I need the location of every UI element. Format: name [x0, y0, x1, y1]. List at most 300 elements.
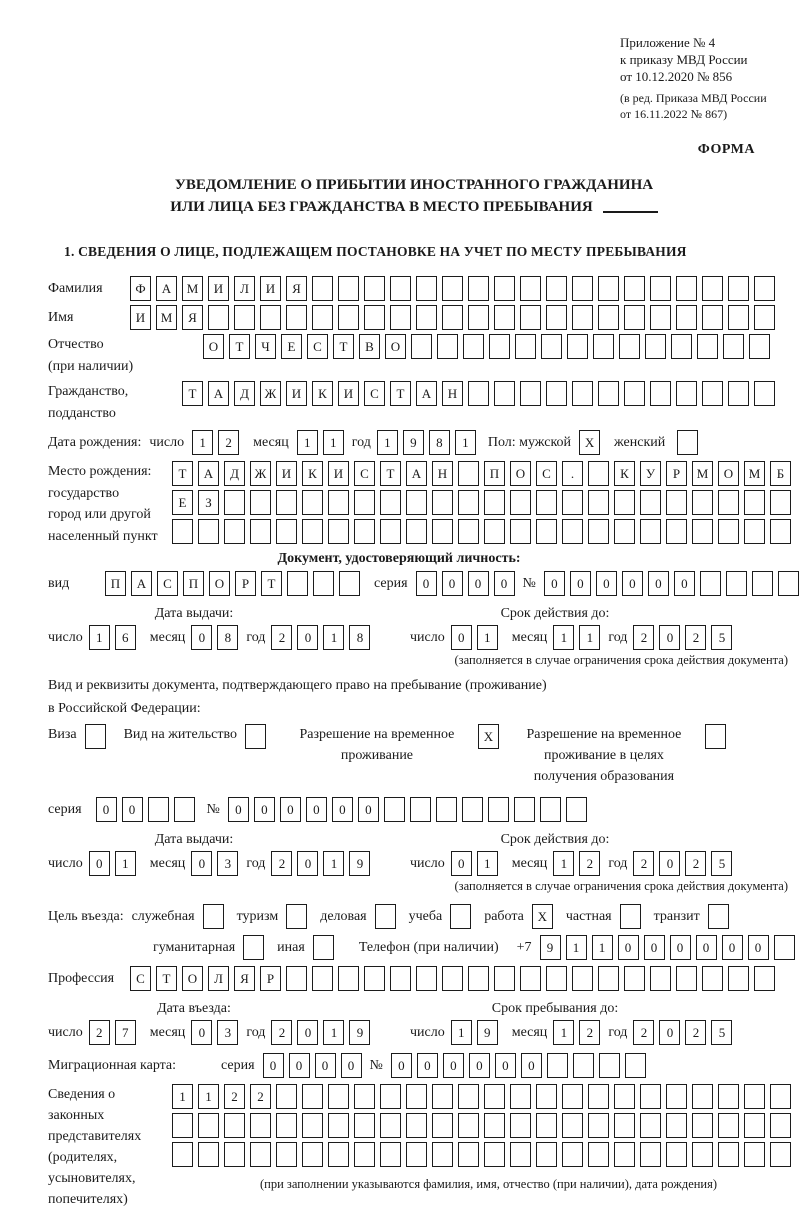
- char-cell[interactable]: 0: [280, 797, 301, 822]
- char-cell[interactable]: [572, 381, 593, 406]
- char-cell[interactable]: [744, 490, 765, 515]
- char-cell[interactable]: [328, 1113, 349, 1138]
- char-cell[interactable]: 2: [89, 1020, 110, 1045]
- char-cell[interactable]: .: [562, 461, 583, 486]
- char-cell[interactable]: [510, 1113, 531, 1138]
- char-cell[interactable]: [328, 1084, 349, 1109]
- char-cell[interactable]: А: [208, 381, 229, 406]
- char-cell[interactable]: [718, 519, 739, 544]
- char-cell[interactable]: 1: [377, 430, 398, 455]
- char-cell[interactable]: [640, 1142, 661, 1167]
- char-cell[interactable]: 1: [451, 1020, 472, 1045]
- char-cell[interactable]: 0: [391, 1053, 412, 1078]
- char-cell[interactable]: [224, 1142, 245, 1167]
- char-cell[interactable]: [702, 276, 723, 301]
- purpose-work-checkbox[interactable]: X: [532, 904, 553, 929]
- char-cell[interactable]: И: [286, 381, 307, 406]
- char-cell[interactable]: О: [203, 334, 224, 359]
- char-cell[interactable]: [541, 334, 562, 359]
- char-cell[interactable]: В: [359, 334, 380, 359]
- char-cell[interactable]: [468, 305, 489, 330]
- char-cell[interactable]: [328, 1142, 349, 1167]
- char-cell[interactable]: [510, 1142, 531, 1167]
- char-cell[interactable]: [697, 334, 718, 359]
- char-cell[interactable]: 0: [495, 1053, 516, 1078]
- char-cell[interactable]: О: [718, 461, 739, 486]
- char-cell[interactable]: 2: [271, 625, 292, 650]
- char-cell[interactable]: [484, 490, 505, 515]
- char-cell[interactable]: [354, 1142, 375, 1167]
- char-cell[interactable]: 2: [579, 1020, 600, 1045]
- char-cell[interactable]: 1: [323, 625, 344, 650]
- char-cell[interactable]: П: [105, 571, 126, 596]
- char-cell[interactable]: [250, 1142, 271, 1167]
- char-cell[interactable]: [380, 519, 401, 544]
- char-cell[interactable]: [328, 490, 349, 515]
- visa-checkbox[interactable]: [85, 724, 106, 749]
- char-cell[interactable]: [572, 966, 593, 991]
- char-cell[interactable]: [432, 490, 453, 515]
- char-cell[interactable]: 1: [477, 625, 498, 650]
- char-cell[interactable]: 1: [566, 935, 587, 960]
- char-cell[interactable]: [536, 1113, 557, 1138]
- char-cell[interactable]: 1: [592, 935, 613, 960]
- char-cell[interactable]: [624, 305, 645, 330]
- char-cell[interactable]: [588, 1142, 609, 1167]
- char-cell[interactable]: [598, 381, 619, 406]
- char-cell[interactable]: [562, 519, 583, 544]
- char-cell[interactable]: 0: [417, 1053, 438, 1078]
- char-cell[interactable]: 3: [217, 1020, 238, 1045]
- char-cell[interactable]: 0: [748, 935, 769, 960]
- char-cell[interactable]: 1: [553, 625, 574, 650]
- char-cell[interactable]: [754, 276, 775, 301]
- char-cell[interactable]: К: [614, 461, 635, 486]
- char-cell[interactable]: [338, 966, 359, 991]
- char-cell[interactable]: [546, 276, 567, 301]
- char-cell[interactable]: [442, 966, 463, 991]
- char-cell[interactable]: И: [208, 276, 229, 301]
- char-cell[interactable]: О: [209, 571, 230, 596]
- char-cell[interactable]: [744, 1084, 765, 1109]
- char-cell[interactable]: 0: [332, 797, 353, 822]
- char-cell[interactable]: [406, 1113, 427, 1138]
- char-cell[interactable]: [676, 966, 697, 991]
- char-cell[interactable]: [540, 797, 561, 822]
- char-cell[interactable]: Т: [156, 966, 177, 991]
- char-cell[interactable]: [224, 1113, 245, 1138]
- purpose-other-checkbox[interactable]: [313, 935, 334, 960]
- char-cell[interactable]: [510, 490, 531, 515]
- char-cell[interactable]: 0: [622, 571, 643, 596]
- char-cell[interactable]: 0: [89, 851, 110, 876]
- char-cell[interactable]: 6: [115, 625, 136, 650]
- char-cell[interactable]: [354, 519, 375, 544]
- char-cell[interactable]: 0: [263, 1053, 284, 1078]
- char-cell[interactable]: [442, 305, 463, 330]
- char-cell[interactable]: 0: [618, 935, 639, 960]
- char-cell[interactable]: [520, 276, 541, 301]
- char-cell[interactable]: [562, 1142, 583, 1167]
- purpose-private-checkbox[interactable]: [620, 904, 641, 929]
- char-cell[interactable]: 0: [696, 935, 717, 960]
- char-cell[interactable]: 0: [521, 1053, 542, 1078]
- char-cell[interactable]: 9: [403, 430, 424, 455]
- char-cell[interactable]: [250, 490, 271, 515]
- char-cell[interactable]: 2: [218, 430, 239, 455]
- char-cell[interactable]: [494, 276, 515, 301]
- char-cell[interactable]: Р: [666, 461, 687, 486]
- char-cell[interactable]: И: [328, 461, 349, 486]
- char-cell[interactable]: 0: [341, 1053, 362, 1078]
- char-cell[interactable]: Т: [182, 381, 203, 406]
- char-cell[interactable]: А: [131, 571, 152, 596]
- residence-permit-checkbox[interactable]: [245, 724, 266, 749]
- char-cell[interactable]: 0: [494, 571, 515, 596]
- char-cell[interactable]: [312, 276, 333, 301]
- char-cell[interactable]: [416, 966, 437, 991]
- char-cell[interactable]: [514, 797, 535, 822]
- char-cell[interactable]: [276, 1084, 297, 1109]
- char-cell[interactable]: [494, 966, 515, 991]
- char-cell[interactable]: [276, 1142, 297, 1167]
- char-cell[interactable]: 0: [469, 1053, 490, 1078]
- purpose-transit-checkbox[interactable]: [708, 904, 729, 929]
- char-cell[interactable]: Е: [172, 490, 193, 515]
- char-cell[interactable]: [650, 305, 671, 330]
- char-cell[interactable]: [536, 519, 557, 544]
- char-cell[interactable]: [468, 381, 489, 406]
- char-cell[interactable]: [484, 1113, 505, 1138]
- char-cell[interactable]: Н: [442, 381, 463, 406]
- char-cell[interactable]: 1: [553, 851, 574, 876]
- char-cell[interactable]: 0: [416, 571, 437, 596]
- char-cell[interactable]: [406, 1084, 427, 1109]
- char-cell[interactable]: 0: [659, 1020, 680, 1045]
- char-cell[interactable]: 7: [115, 1020, 136, 1045]
- char-cell[interactable]: Т: [333, 334, 354, 359]
- char-cell[interactable]: Е: [281, 334, 302, 359]
- char-cell[interactable]: [312, 966, 333, 991]
- char-cell[interactable]: З: [198, 490, 219, 515]
- char-cell[interactable]: [458, 1113, 479, 1138]
- char-cell[interactable]: [778, 571, 799, 596]
- char-cell[interactable]: К: [302, 461, 323, 486]
- char-cell[interactable]: [520, 966, 541, 991]
- char-cell[interactable]: [484, 1084, 505, 1109]
- char-cell[interactable]: [484, 519, 505, 544]
- purpose-tourism-checkbox[interactable]: [286, 904, 307, 929]
- temp-residence-checkbox[interactable]: X: [478, 724, 499, 749]
- char-cell[interactable]: [406, 1142, 427, 1167]
- char-cell[interactable]: 2: [250, 1084, 271, 1109]
- char-cell[interactable]: 2: [633, 1020, 654, 1045]
- char-cell[interactable]: [624, 381, 645, 406]
- char-cell[interactable]: [640, 1113, 661, 1138]
- char-cell[interactable]: 1: [172, 1084, 193, 1109]
- char-cell[interactable]: [567, 334, 588, 359]
- char-cell[interactable]: [640, 519, 661, 544]
- char-cell[interactable]: [520, 305, 541, 330]
- char-cell[interactable]: А: [198, 461, 219, 486]
- char-cell[interactable]: [588, 1113, 609, 1138]
- char-cell[interactable]: [650, 381, 671, 406]
- char-cell[interactable]: [458, 490, 479, 515]
- char-cell[interactable]: [770, 1113, 791, 1138]
- char-cell[interactable]: 2: [685, 851, 706, 876]
- char-cell[interactable]: [224, 490, 245, 515]
- char-cell[interactable]: С: [364, 381, 385, 406]
- char-cell[interactable]: [562, 1084, 583, 1109]
- char-cell[interactable]: [250, 1113, 271, 1138]
- char-cell[interactable]: 1: [115, 851, 136, 876]
- char-cell[interactable]: [702, 381, 723, 406]
- char-cell[interactable]: [614, 519, 635, 544]
- char-cell[interactable]: [354, 1084, 375, 1109]
- char-cell[interactable]: П: [183, 571, 204, 596]
- char-cell[interactable]: И: [130, 305, 151, 330]
- char-cell[interactable]: Р: [260, 966, 281, 991]
- char-cell[interactable]: П: [484, 461, 505, 486]
- char-cell[interactable]: 8: [349, 625, 370, 650]
- char-cell[interactable]: [302, 519, 323, 544]
- char-cell[interactable]: [390, 305, 411, 330]
- char-cell[interactable]: [406, 490, 427, 515]
- char-cell[interactable]: [546, 381, 567, 406]
- char-cell[interactable]: [588, 490, 609, 515]
- char-cell[interactable]: И: [338, 381, 359, 406]
- char-cell[interactable]: Ч: [255, 334, 276, 359]
- char-cell[interactable]: 2: [579, 851, 600, 876]
- char-cell[interactable]: [625, 1053, 646, 1078]
- char-cell[interactable]: [338, 276, 359, 301]
- purpose-business-checkbox[interactable]: [375, 904, 396, 929]
- char-cell[interactable]: [458, 461, 479, 486]
- char-cell[interactable]: [287, 571, 308, 596]
- char-cell[interactable]: О: [385, 334, 406, 359]
- char-cell[interactable]: 1: [192, 430, 213, 455]
- char-cell[interactable]: [364, 276, 385, 301]
- char-cell[interactable]: [728, 276, 749, 301]
- char-cell[interactable]: 8: [217, 625, 238, 650]
- char-cell[interactable]: О: [510, 461, 531, 486]
- char-cell[interactable]: Я: [182, 305, 203, 330]
- char-cell[interactable]: 1: [198, 1084, 219, 1109]
- char-cell[interactable]: [598, 276, 619, 301]
- char-cell[interactable]: 0: [544, 571, 565, 596]
- char-cell[interactable]: 0: [306, 797, 327, 822]
- char-cell[interactable]: [692, 519, 713, 544]
- char-cell[interactable]: 9: [349, 1020, 370, 1045]
- char-cell[interactable]: [718, 1113, 739, 1138]
- char-cell[interactable]: Р: [235, 571, 256, 596]
- char-cell[interactable]: [510, 519, 531, 544]
- char-cell[interactable]: 5: [711, 851, 732, 876]
- char-cell[interactable]: 0: [254, 797, 275, 822]
- char-cell[interactable]: [458, 519, 479, 544]
- char-cell[interactable]: [484, 1142, 505, 1167]
- char-cell[interactable]: [744, 1113, 765, 1138]
- char-cell[interactable]: 0: [297, 1020, 318, 1045]
- char-cell[interactable]: [671, 334, 692, 359]
- char-cell[interactable]: [666, 490, 687, 515]
- char-cell[interactable]: [148, 797, 169, 822]
- char-cell[interactable]: [390, 966, 411, 991]
- char-cell[interactable]: А: [406, 461, 427, 486]
- char-cell[interactable]: 1: [455, 430, 476, 455]
- char-cell[interactable]: Я: [234, 966, 255, 991]
- char-cell[interactable]: [546, 305, 567, 330]
- char-cell[interactable]: А: [156, 276, 177, 301]
- char-cell[interactable]: [510, 1084, 531, 1109]
- char-cell[interactable]: [458, 1142, 479, 1167]
- char-cell[interactable]: Т: [172, 461, 193, 486]
- char-cell[interactable]: [380, 490, 401, 515]
- char-cell[interactable]: Д: [234, 381, 255, 406]
- char-cell[interactable]: [770, 490, 791, 515]
- char-cell[interactable]: [286, 305, 307, 330]
- char-cell[interactable]: 0: [659, 851, 680, 876]
- char-cell[interactable]: [313, 571, 334, 596]
- char-cell[interactable]: [614, 1113, 635, 1138]
- char-cell[interactable]: [718, 1142, 739, 1167]
- char-cell[interactable]: [494, 305, 515, 330]
- char-cell[interactable]: [650, 966, 671, 991]
- char-cell[interactable]: [624, 966, 645, 991]
- char-cell[interactable]: Я: [286, 276, 307, 301]
- char-cell[interactable]: [302, 490, 323, 515]
- char-cell[interactable]: [416, 276, 437, 301]
- char-cell[interactable]: [198, 1142, 219, 1167]
- char-cell[interactable]: [432, 1113, 453, 1138]
- char-cell[interactable]: [692, 1113, 713, 1138]
- char-cell[interactable]: 0: [674, 571, 695, 596]
- char-cell[interactable]: 0: [644, 935, 665, 960]
- char-cell[interactable]: [754, 381, 775, 406]
- char-cell[interactable]: [770, 1084, 791, 1109]
- char-cell[interactable]: [312, 305, 333, 330]
- char-cell[interactable]: [458, 1084, 479, 1109]
- char-cell[interactable]: [536, 1084, 557, 1109]
- char-cell[interactable]: [588, 461, 609, 486]
- char-cell[interactable]: 0: [122, 797, 143, 822]
- char-cell[interactable]: [770, 519, 791, 544]
- char-cell[interactable]: [354, 490, 375, 515]
- char-cell[interactable]: [339, 571, 360, 596]
- char-cell[interactable]: [546, 966, 567, 991]
- char-cell[interactable]: [718, 490, 739, 515]
- char-cell[interactable]: [676, 305, 697, 330]
- char-cell[interactable]: [676, 381, 697, 406]
- char-cell[interactable]: 0: [451, 851, 472, 876]
- char-cell[interactable]: Ж: [250, 461, 271, 486]
- char-cell[interactable]: [302, 1142, 323, 1167]
- char-cell[interactable]: [406, 519, 427, 544]
- char-cell[interactable]: [380, 1113, 401, 1138]
- char-cell[interactable]: Т: [380, 461, 401, 486]
- char-cell[interactable]: [489, 334, 510, 359]
- char-cell[interactable]: М: [156, 305, 177, 330]
- char-cell[interactable]: С: [354, 461, 375, 486]
- char-cell[interactable]: М: [182, 276, 203, 301]
- char-cell[interactable]: [276, 490, 297, 515]
- char-cell[interactable]: 0: [442, 571, 463, 596]
- char-cell[interactable]: [619, 334, 640, 359]
- char-cell[interactable]: 1: [297, 430, 318, 455]
- char-cell[interactable]: [432, 1142, 453, 1167]
- char-cell[interactable]: [442, 276, 463, 301]
- char-cell[interactable]: [598, 966, 619, 991]
- char-cell[interactable]: [488, 797, 509, 822]
- char-cell[interactable]: [666, 1084, 687, 1109]
- char-cell[interactable]: 2: [271, 851, 292, 876]
- char-cell[interactable]: М: [692, 461, 713, 486]
- char-cell[interactable]: [536, 1142, 557, 1167]
- char-cell[interactable]: [364, 305, 385, 330]
- char-cell[interactable]: С: [157, 571, 178, 596]
- char-cell[interactable]: [536, 490, 557, 515]
- char-cell[interactable]: [723, 334, 744, 359]
- char-cell[interactable]: [718, 1084, 739, 1109]
- char-cell[interactable]: 0: [443, 1053, 464, 1078]
- char-cell[interactable]: [744, 519, 765, 544]
- char-cell[interactable]: [702, 966, 723, 991]
- char-cell[interactable]: [302, 1113, 323, 1138]
- char-cell[interactable]: К: [312, 381, 333, 406]
- char-cell[interactable]: 0: [96, 797, 117, 822]
- char-cell[interactable]: [328, 519, 349, 544]
- char-cell[interactable]: [260, 305, 281, 330]
- char-cell[interactable]: [728, 305, 749, 330]
- char-cell[interactable]: [752, 571, 773, 596]
- purpose-official-checkbox[interactable]: [203, 904, 224, 929]
- char-cell[interactable]: 0: [228, 797, 249, 822]
- char-cell[interactable]: Т: [390, 381, 411, 406]
- char-cell[interactable]: [573, 1053, 594, 1078]
- char-cell[interactable]: [676, 276, 697, 301]
- char-cell[interactable]: 0: [468, 571, 489, 596]
- char-cell[interactable]: Т: [261, 571, 282, 596]
- char-cell[interactable]: [754, 305, 775, 330]
- char-cell[interactable]: [276, 519, 297, 544]
- char-cell[interactable]: [380, 1084, 401, 1109]
- char-cell[interactable]: [728, 966, 749, 991]
- char-cell[interactable]: [726, 571, 747, 596]
- char-cell[interactable]: У: [640, 461, 661, 486]
- char-cell[interactable]: [700, 571, 721, 596]
- char-cell[interactable]: [380, 1142, 401, 1167]
- char-cell[interactable]: 2: [685, 625, 706, 650]
- char-cell[interactable]: 0: [358, 797, 379, 822]
- char-cell[interactable]: [390, 276, 411, 301]
- char-cell[interactable]: 0: [191, 851, 212, 876]
- purpose-study-checkbox[interactable]: [450, 904, 471, 929]
- char-cell[interactable]: [692, 490, 713, 515]
- char-cell[interactable]: 0: [191, 1020, 212, 1045]
- char-cell[interactable]: 0: [191, 625, 212, 650]
- char-cell[interactable]: [614, 490, 635, 515]
- char-cell[interactable]: Л: [208, 966, 229, 991]
- char-cell[interactable]: [520, 381, 541, 406]
- char-cell[interactable]: 0: [570, 571, 591, 596]
- char-cell[interactable]: [547, 1053, 568, 1078]
- char-cell[interactable]: [411, 334, 432, 359]
- char-cell[interactable]: 1: [553, 1020, 574, 1045]
- char-cell[interactable]: [599, 1053, 620, 1078]
- char-cell[interactable]: [410, 797, 431, 822]
- char-cell[interactable]: [436, 797, 457, 822]
- char-cell[interactable]: С: [536, 461, 557, 486]
